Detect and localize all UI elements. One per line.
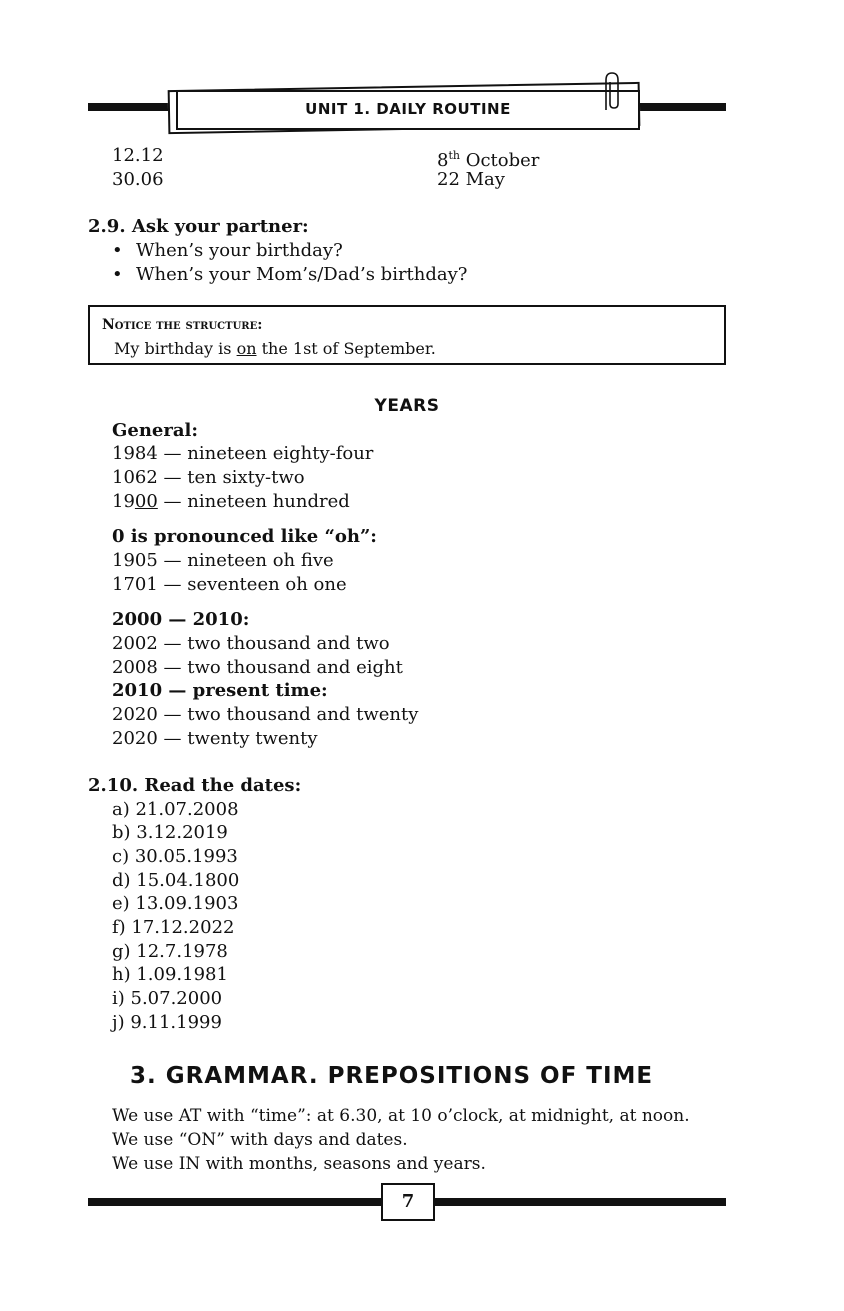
ex29-item-2: • When’s your Mom’s/Dad’s birthday? bbox=[136, 263, 467, 287]
years-1900-prefix: 19 bbox=[112, 491, 135, 512]
date-left-2: 30.06 bbox=[112, 169, 164, 190]
header-rule-right bbox=[636, 103, 726, 111]
ex210-item-d: d) 15.04.1800 bbox=[112, 870, 240, 891]
ex29-title: 2.9. Ask your partner: bbox=[88, 216, 309, 237]
ex210-item-f: f) 17.12.2022 bbox=[112, 917, 235, 938]
header-rule-left bbox=[88, 103, 178, 111]
notice-text-after: the 1st of September. bbox=[256, 339, 436, 358]
ex210-item-b: b) 3.12.2019 bbox=[112, 822, 228, 843]
years-general-label: General: bbox=[112, 420, 198, 441]
grammar-line-3: We use IN with months, seasons and years. bbox=[112, 1154, 486, 1174]
years-range-label: 2000 — 2010: bbox=[112, 609, 250, 630]
ex210-item-h: h) 1.09.1981 bbox=[112, 964, 228, 985]
years-general-2: 1062 — ten sixty-two bbox=[112, 467, 305, 488]
ex210-item-e: e) 13.09.1903 bbox=[112, 893, 239, 914]
date-right-2: 22 May bbox=[437, 169, 505, 190]
years-general-3 bbox=[112, 490, 350, 514]
paperclip-icon bbox=[598, 70, 624, 112]
date-right-1-sup: th bbox=[448, 149, 460, 162]
years-1900-underlined: 00 bbox=[134, 491, 158, 512]
years-oh-label: 0 is pronounced like “oh”: bbox=[112, 526, 377, 547]
ex210-item-i: i) 5.07.2000 bbox=[112, 988, 223, 1009]
notice-text-underlined: on bbox=[236, 339, 257, 358]
years-general-1: 1984 — nineteen eighty-four bbox=[112, 443, 374, 464]
ex29-item-1: • When’s your birthday? bbox=[136, 239, 343, 263]
years-present-1: 2020 — two thousand and twenty bbox=[112, 704, 419, 725]
ex210-item-c: c) 30.05.1993 bbox=[112, 846, 238, 867]
ex210-item-a: a) 21.07.2008 bbox=[112, 799, 239, 820]
header-tab bbox=[176, 90, 640, 130]
notice-text-before: My birthday is bbox=[114, 339, 237, 358]
grammar-heading: 3. GRAMMAR. PREPOSITIONS OF TIME bbox=[130, 1063, 654, 1089]
years-heading: YEARS bbox=[374, 396, 440, 416]
years-range-1: 2002 — two thousand and two bbox=[112, 633, 390, 654]
ex210-title: 2.10. Read the dates: bbox=[88, 775, 302, 796]
ex210-item-j: j) 9.11.1999 bbox=[112, 1012, 222, 1033]
grammar-line-2: We use “ON” with days and dates. bbox=[112, 1130, 408, 1150]
years-oh-1: 1905 — nineteen oh five bbox=[112, 550, 334, 571]
date-right-1-day: 8 bbox=[437, 150, 449, 171]
years-present-label: 2010 — present time: bbox=[112, 680, 328, 701]
years-present-2: 2020 — twenty twenty bbox=[112, 728, 318, 749]
page-number: 7 bbox=[381, 1183, 435, 1221]
date-left-1: 12.12 bbox=[112, 145, 164, 166]
date-right-1-month: October bbox=[459, 150, 540, 171]
years-range-2: 2008 — two thousand and eight bbox=[112, 657, 403, 678]
notice-box bbox=[88, 305, 726, 365]
notice-text bbox=[114, 339, 436, 358]
years-1900-rest: — nineteen hundred bbox=[157, 491, 350, 512]
years-oh-2: 1701 — seventeen oh one bbox=[112, 574, 347, 595]
ex210-item-g: g) 12.7.1978 bbox=[112, 941, 228, 962]
grammar-line-1: We use AT with “time”: at 6.30, at 10 o’clock, at midnight, at noon. bbox=[112, 1106, 690, 1126]
unit-title: UNIT 1. DAILY ROUTINE bbox=[305, 100, 511, 118]
notice-label: Notice the structure: bbox=[102, 317, 263, 333]
